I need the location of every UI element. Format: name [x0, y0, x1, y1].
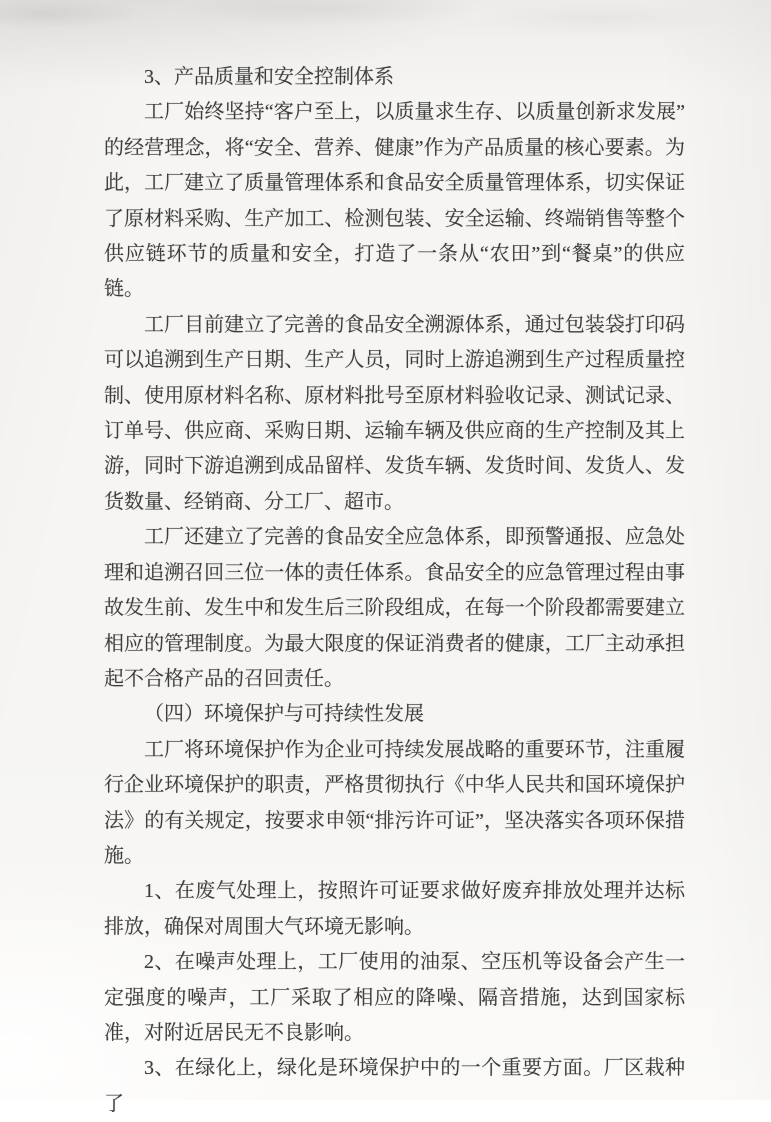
paragraph-exhaust-gas-treatment: 1、在废气处理上，按照许可证要求做好废弃排放处理并达标排放，确保对周围大气环境无影响。: [104, 880, 685, 938]
document-body: [104, 60, 685, 1122]
paragraph-quality-management: 工厂始终坚持“客户至上，以质量求生存、以质量创新求发展”的经营理念，将“安全、营养、健康”作为产品质量的核心要素。为此，工厂建立了质量管理体系和食品安全质量管理体系，切实保证了原材料采购、生产加工、检测包装、安全运输、终端销售等整个供应链环节的质量和安全，打造了一条从“农田”到“餐桌”的供应链。: [104, 101, 685, 301]
paragraph-emergency-system: 工厂还建立了完善的食品安全应急体系，即预警通报、应急处理和追溯召回三位一体的责任体系。食品安全的应急管理过程由事故发生前、发生中和发生后三阶段组成，在每一个阶段都需要建立相应的管理制度。为最大限度的保证消费者的健康，工厂主动承担起不合格产品的召回责任。: [104, 526, 685, 690]
paragraph-traceability-system: 工厂目前建立了完善的食品安全溯源体系，通过包装袋打印码可以追溯到生产日期、生产人员，同时上游追溯到生产过程质量控制、使用原材料名称、原材料批号至原材料验收记录、测试记录、订单号、供应商、采购日期、运输车辆及供应商的生产控制及其上游，同时下游追溯到成品留样、发货车辆、发货时间、发货人、发货数量、经销商、分工厂、超市。: [104, 313, 685, 513]
scan-shading-top: [0, 0, 771, 46]
paragraph-greening: 3、在绿化上，绿化是环境保护中的一个重要方面。厂区栽种了: [104, 1057, 685, 1115]
paragraph-noise-treatment: 2、在噪声处理上，工厂使用的油泵、空压机等设备会产生一定强度的噪声，工厂采取了相应的降噪、隔音措施，达到国家标准，对附近居民无不良影响。: [104, 951, 685, 1044]
heading-product-quality-safety-system: 3、产品质量和安全控制体系: [144, 66, 394, 88]
paragraph-environment-strategy: 工厂将环境保护作为企业可持续发展战略的重要环节，注重履行企业环境保护的职责，严格贯彻执行《中华人民共和国环境保护法》的有关规定，按要求申领“排污许可证”，坚决落实各项环保措施。: [104, 738, 685, 867]
heading-environmental-protection: （四）环境保护与可持续性发展: [144, 703, 424, 726]
